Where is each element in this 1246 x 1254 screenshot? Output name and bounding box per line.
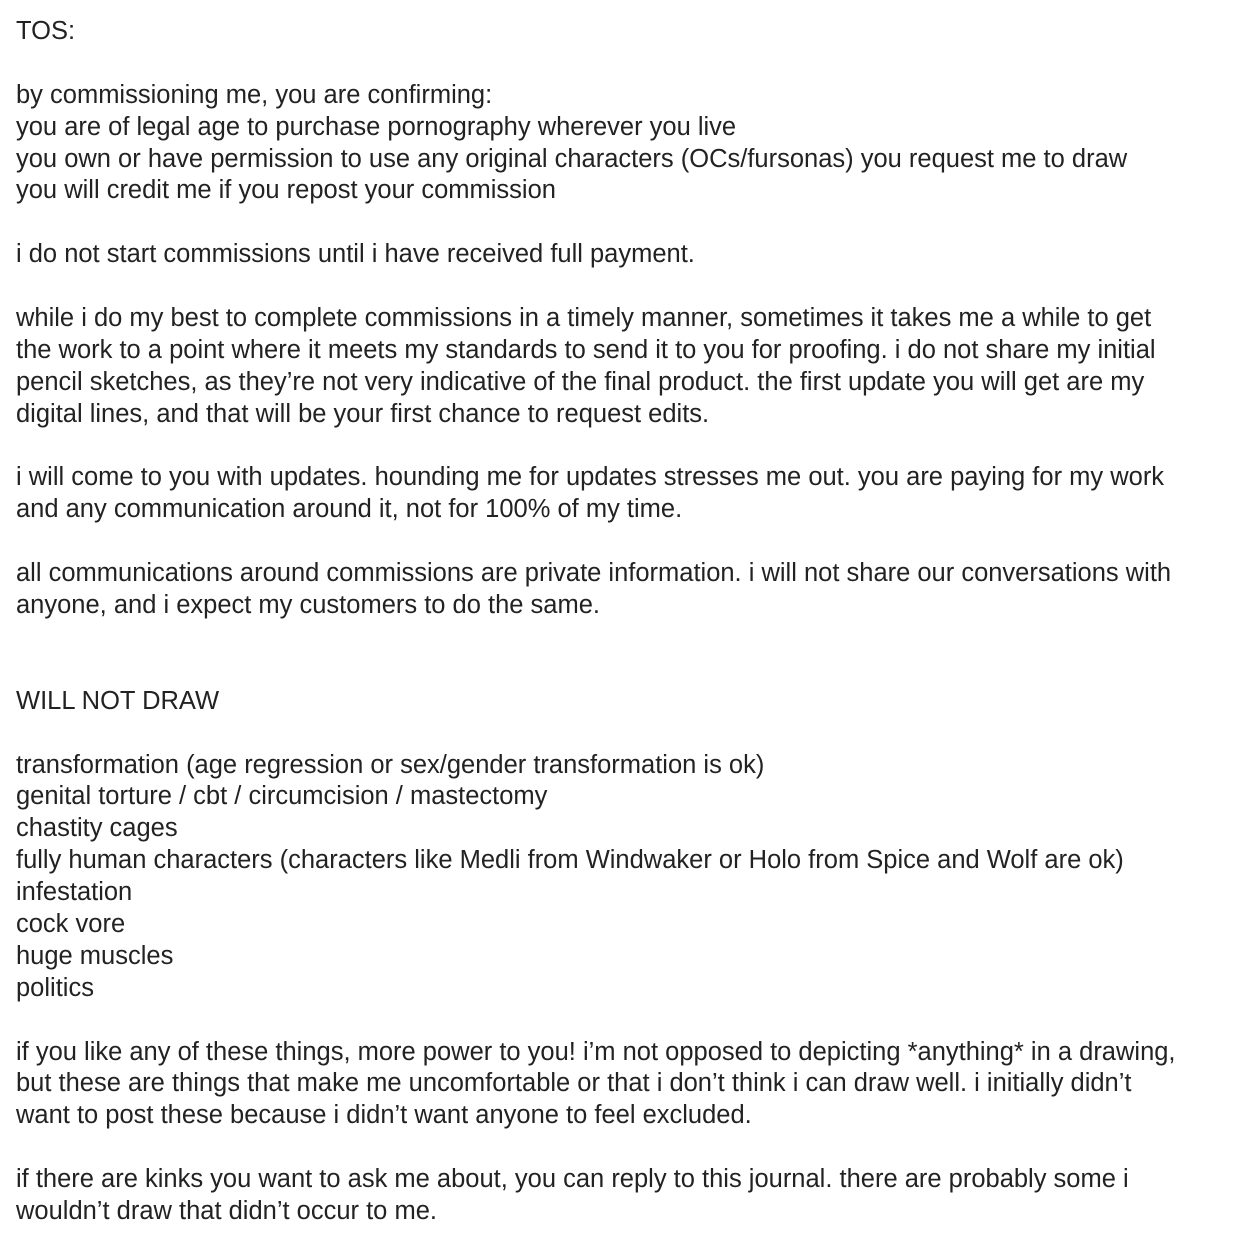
privacy-line: anyone, and i expect my customers to do the same. xyxy=(16,591,600,620)
will-not-draw-heading: WILL NOT DRAW xyxy=(16,686,220,715)
tos-heading: TOS: xyxy=(16,17,76,45)
spacer xyxy=(16,48,1236,80)
confirm-item-credit: you will credit me if you repost your commission xyxy=(16,176,556,205)
confirm-intro: by commissioning me, you are confirming: xyxy=(16,80,493,109)
will-not-draw-item: genital torture / cbt / circumcision / mastectomy xyxy=(16,782,548,811)
updates-line: i will come to you with updates. hounding me for updates stresses me out. you are paying for my work xyxy=(16,463,1165,492)
will-not-draw-item: infestation xyxy=(16,878,133,907)
will-not-draw-item: chastity cages xyxy=(16,814,178,843)
spacer xyxy=(16,207,1236,239)
spacer xyxy=(16,622,1236,686)
confirm-item-ownership: you own or have permission to use any original characters (OCs/fursonas) you request me to draw xyxy=(16,144,1128,173)
spacer xyxy=(16,718,1236,750)
updates-line: and any communication around it, not for 100% of my time. xyxy=(16,495,683,524)
note-line: if you like any of these things, more power to you! i’m not opposed to depicting *anything* in a drawing, xyxy=(16,1037,1176,1066)
timeline-line: the work to a point where it meets my standards to send it to you for proofing. i do not share my initial xyxy=(16,335,1156,364)
spacer xyxy=(16,1132,1236,1164)
spacer xyxy=(16,526,1236,558)
payment-paragraph: i do not start commissions until i have received full payment. xyxy=(16,240,695,269)
timeline-line: while i do my best to complete commissions in a timely manner, sometimes it takes me a while to get xyxy=(16,304,1152,333)
privacy-line: all communications around commissions are private information. i will not share our conversations with xyxy=(16,559,1172,588)
will-not-draw-item: politics xyxy=(16,973,94,1002)
timeline-line: pencil sketches, as they’re not very indicative of the final product. the first update you will get are my xyxy=(16,367,1145,396)
confirm-item-age: you are of legal age to purchase pornography wherever you live xyxy=(16,112,737,141)
reply-line: if there are kinks you want to ask me about, you can reply to this journal. there are probably some i xyxy=(16,1165,1129,1194)
will-not-draw-item: transformation (age regression or sex/gender transformation is ok) xyxy=(16,750,765,779)
spacer xyxy=(16,431,1236,463)
timeline-line: digital lines, and that will be your first chance to request edits. xyxy=(16,399,710,428)
will-not-draw-item: cock vore xyxy=(16,909,126,938)
reply-line: wouldn’t draw that didn’t occur to me. xyxy=(16,1196,437,1225)
note-line: want to post these because i didn’t want anyone to feel excluded. xyxy=(16,1101,752,1130)
spacer xyxy=(16,271,1236,303)
note-line: but these are things that make me uncomfortable or that i don’t think i can draw well. i initially didn’t xyxy=(16,1069,1132,1098)
will-not-draw-item: fully human characters (characters like Medli from Windwaker or Holo from Spice and Wolf are ok) xyxy=(16,846,1124,875)
will-not-draw-item: huge muscles xyxy=(16,941,174,970)
spacer xyxy=(16,1005,1236,1037)
